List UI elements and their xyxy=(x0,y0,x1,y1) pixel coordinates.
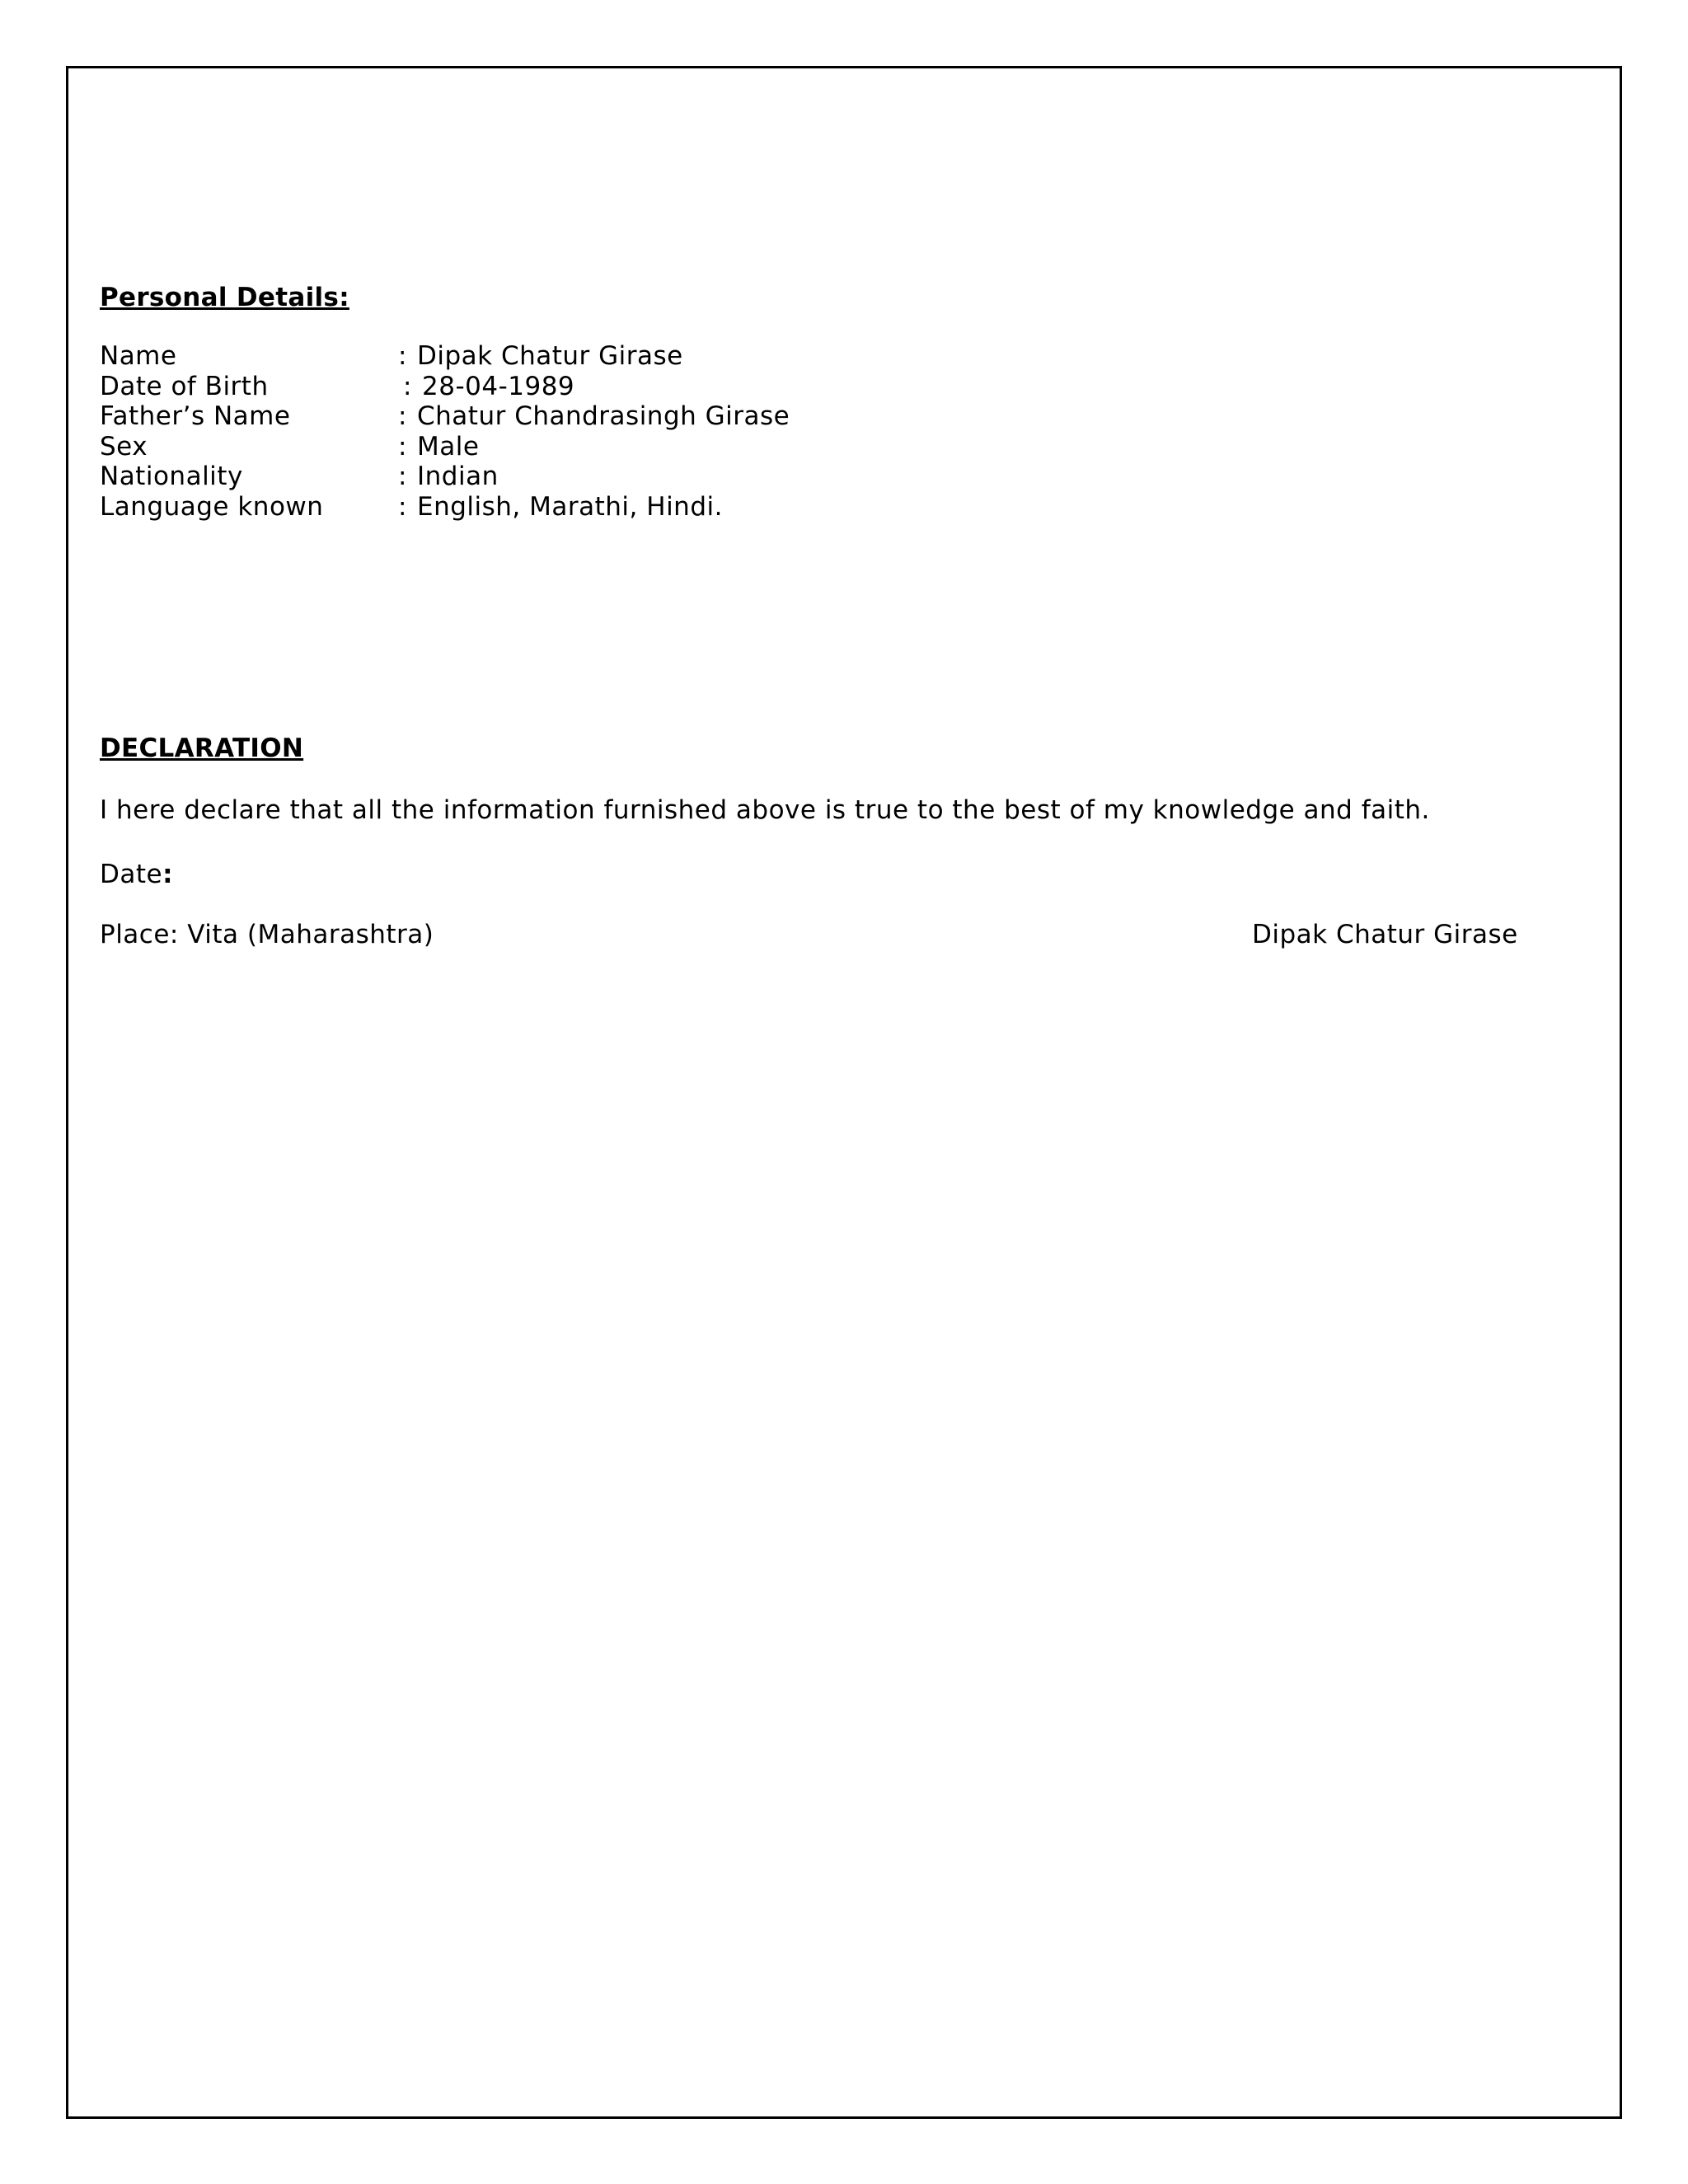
declaration-text: I here declare that all the information furnished above is true to the best of my knowledge and faith. xyxy=(100,795,1430,825)
detail-label: Nationality xyxy=(100,462,243,491)
detail-label: Name xyxy=(100,341,177,371)
detail-value: 28-04-1989 xyxy=(422,371,575,401)
detail-value: Chatur Chandrasingh Girase xyxy=(417,401,790,431)
date-line xyxy=(100,860,173,889)
detail-separator: : xyxy=(398,491,407,522)
signature-name: Dipak Chatur Girase xyxy=(1252,920,1518,949)
detail-separator: : xyxy=(398,462,407,491)
detail-value: Dipak Chatur Girase xyxy=(417,341,683,371)
personal-details-heading: Personal Details: xyxy=(100,283,349,312)
page-border xyxy=(66,66,1622,2119)
detail-label: Date of Birth xyxy=(100,371,269,401)
detail-separator: : xyxy=(398,431,407,462)
detail-separator: : xyxy=(398,401,407,431)
declaration-heading: DECLARATION xyxy=(100,733,304,763)
date-label: Date xyxy=(100,860,163,889)
detail-separator: : xyxy=(398,341,407,371)
place-line: Place: Vita (Maharashtra) xyxy=(100,920,434,949)
detail-separator: : xyxy=(403,371,412,401)
detail-label: Sex xyxy=(100,431,148,462)
date-colon: : xyxy=(162,860,174,889)
detail-label: Language known xyxy=(100,491,324,522)
detail-label: Father’s Name xyxy=(100,401,291,431)
detail-value: English, Marathi, Hindi. xyxy=(417,491,723,522)
detail-value: Male xyxy=(417,431,480,462)
detail-value: Indian xyxy=(417,462,499,491)
